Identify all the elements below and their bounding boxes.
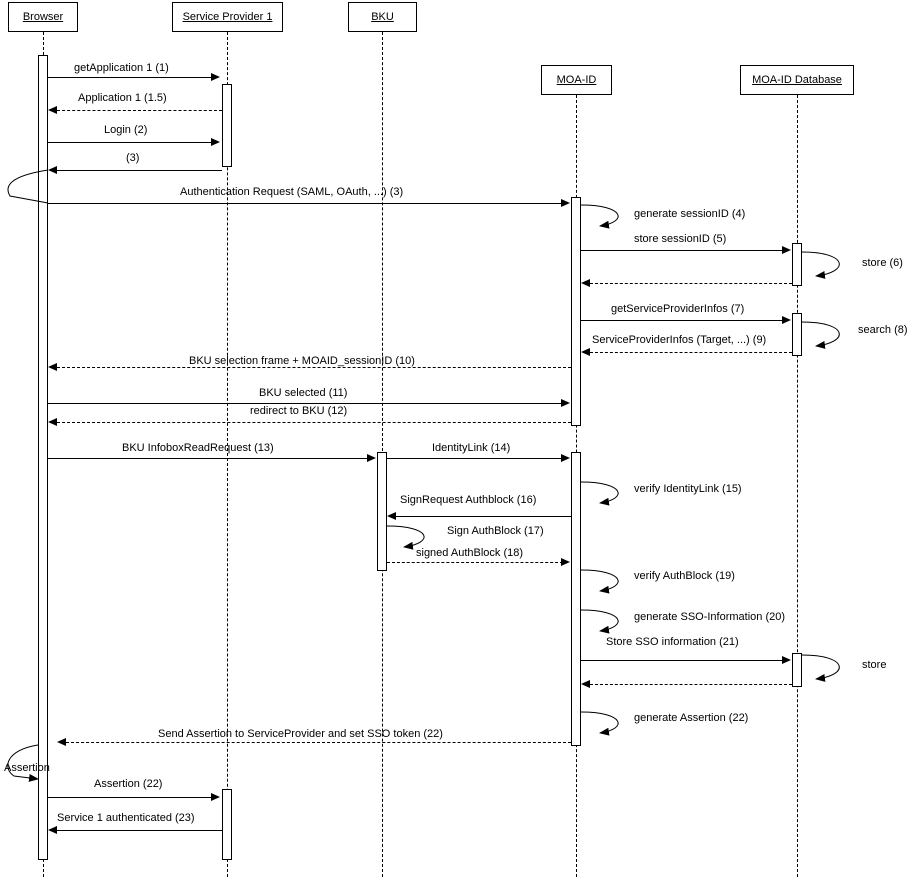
message-label-16: BKU InfoboxReadRequest (13)	[122, 442, 274, 454]
arrow-head-30	[211, 793, 220, 801]
activation-moa-id-database-b	[792, 313, 802, 356]
message-line-13	[57, 367, 571, 368]
message-label-10: getServiceProviderInfos (7)	[611, 303, 745, 315]
message-label-22: verify AuthBlock (19)	[634, 570, 735, 582]
message-label-15: redirect to BKU (12)	[250, 405, 348, 417]
message-label-2: Application 1 (1.5)	[78, 92, 167, 104]
message-line-15	[57, 422, 571, 423]
arrow-head-3	[211, 138, 220, 146]
arrow-head-12	[581, 348, 590, 356]
message-line-16	[48, 458, 369, 459]
activation-bku	[377, 452, 387, 571]
activation-moa-id-database-c	[792, 653, 802, 687]
message-line-5	[48, 203, 563, 204]
message-label-14: BKU selected (11)	[259, 387, 348, 399]
arrow-head-24	[782, 656, 791, 664]
message-label-23: generate SSO-Information (20)	[634, 611, 786, 623]
arrow-head-16	[367, 454, 376, 462]
message-line-17	[387, 458, 563, 459]
message-line-21	[387, 562, 563, 563]
message-label-3: Login (2)	[104, 124, 148, 136]
arrow-head-5	[561, 199, 570, 207]
message-label-30: Assertion (22)	[94, 778, 163, 790]
message-label-18: verify IdentityLink (15)	[634, 483, 742, 495]
message-line-28	[66, 742, 571, 743]
arrow-head-1	[211, 73, 220, 81]
message-line-14	[48, 403, 563, 404]
message-label-19: SignRequest Authblock (16)	[400, 494, 537, 506]
message-label-28: Send Assertion to ServiceProvider and set SSO token (22)	[158, 728, 443, 740]
message-label-13: BKU selection frame + MOAID_sessionID (10)	[189, 355, 415, 367]
arrow-head-28	[57, 738, 66, 746]
message-line-1	[48, 77, 213, 78]
message-line-12	[590, 352, 792, 353]
message-line-24	[581, 660, 784, 661]
message-label-24: Store SSO information (21)	[606, 636, 739, 648]
message-label-29: Assertion	[4, 762, 50, 774]
arrow-head-15	[48, 418, 57, 426]
arrow-head-2	[48, 106, 57, 114]
lifeline-label-bku: BKU	[371, 11, 394, 23]
message-line-4	[57, 170, 222, 171]
arrow-head-26	[581, 680, 590, 688]
lifeline-header-moa-id-database	[740, 65, 854, 95]
arrow-head-9	[581, 279, 590, 287]
message-line-7	[581, 250, 784, 251]
message-label-6: generate sessionID (4)	[634, 208, 746, 220]
message-line-30	[48, 797, 213, 798]
activation-service-provider-1-a	[222, 84, 232, 167]
arrow-head-31	[48, 826, 57, 834]
arrow-head-4	[48, 166, 57, 174]
activation-service-provider-1-b	[222, 789, 232, 860]
activation-moa-id-b	[571, 452, 581, 746]
lifeline-header-service-provider-1	[172, 2, 283, 32]
lifeline-header-bku	[348, 2, 417, 32]
message-line-26	[590, 684, 792, 685]
arrow-head-14	[561, 399, 570, 407]
message-line-19	[396, 516, 571, 517]
message-label-31: Service 1 authenticated (23)	[57, 812, 195, 824]
message-label-20: Sign AuthBlock (17)	[447, 525, 544, 537]
message-label-25: store	[862, 659, 887, 671]
arrow-head-17	[561, 454, 570, 462]
lifeline-header-browser	[8, 2, 78, 32]
message-label-17: IdentityLink (14)	[432, 442, 511, 454]
message-line-2	[57, 110, 222, 111]
message-line-3	[48, 142, 213, 143]
activation-moa-id-database-a	[792, 243, 802, 286]
message-line-31	[57, 830, 222, 831]
message-line-9	[590, 283, 792, 284]
lifeline-label-moa-id-database: MOA-ID Database	[752, 74, 842, 86]
message-label-8: store (6)	[862, 257, 903, 269]
message-label-21: signed AuthBlock (18)	[416, 547, 524, 559]
message-label-1: getApplication 1 (1)	[74, 62, 169, 74]
message-line-10	[581, 320, 784, 321]
lifeline-label-browser: Browser	[22, 11, 64, 23]
lifeline-label-moa-id: MOA-ID	[556, 74, 597, 86]
message-label-11: search (8)	[858, 324, 908, 336]
arrow-head-19	[387, 512, 396, 520]
lifeline-line-moa-id-database	[797, 95, 798, 877]
message-label-27: generate Assertion (22)	[634, 712, 749, 724]
lifeline-header-moa-id	[541, 65, 612, 95]
activation-browser	[38, 55, 48, 860]
arrow-head-10	[782, 316, 791, 324]
message-label-12: ServiceProviderInfos (Target, ...) (9)	[592, 334, 767, 346]
lifeline-label-service-provider-1: Service Provider 1	[182, 11, 273, 23]
message-label-7: store sessionID (5)	[634, 233, 727, 245]
arrow-head-7	[782, 246, 791, 254]
activation-moa-id-a	[571, 197, 581, 426]
arrow-head-21	[561, 558, 570, 566]
message-label-4: (3)	[126, 152, 140, 164]
message-label-5: Authentication Request (SAML, OAuth, ...) (3)	[180, 186, 404, 198]
arrow-head-13	[48, 363, 57, 371]
